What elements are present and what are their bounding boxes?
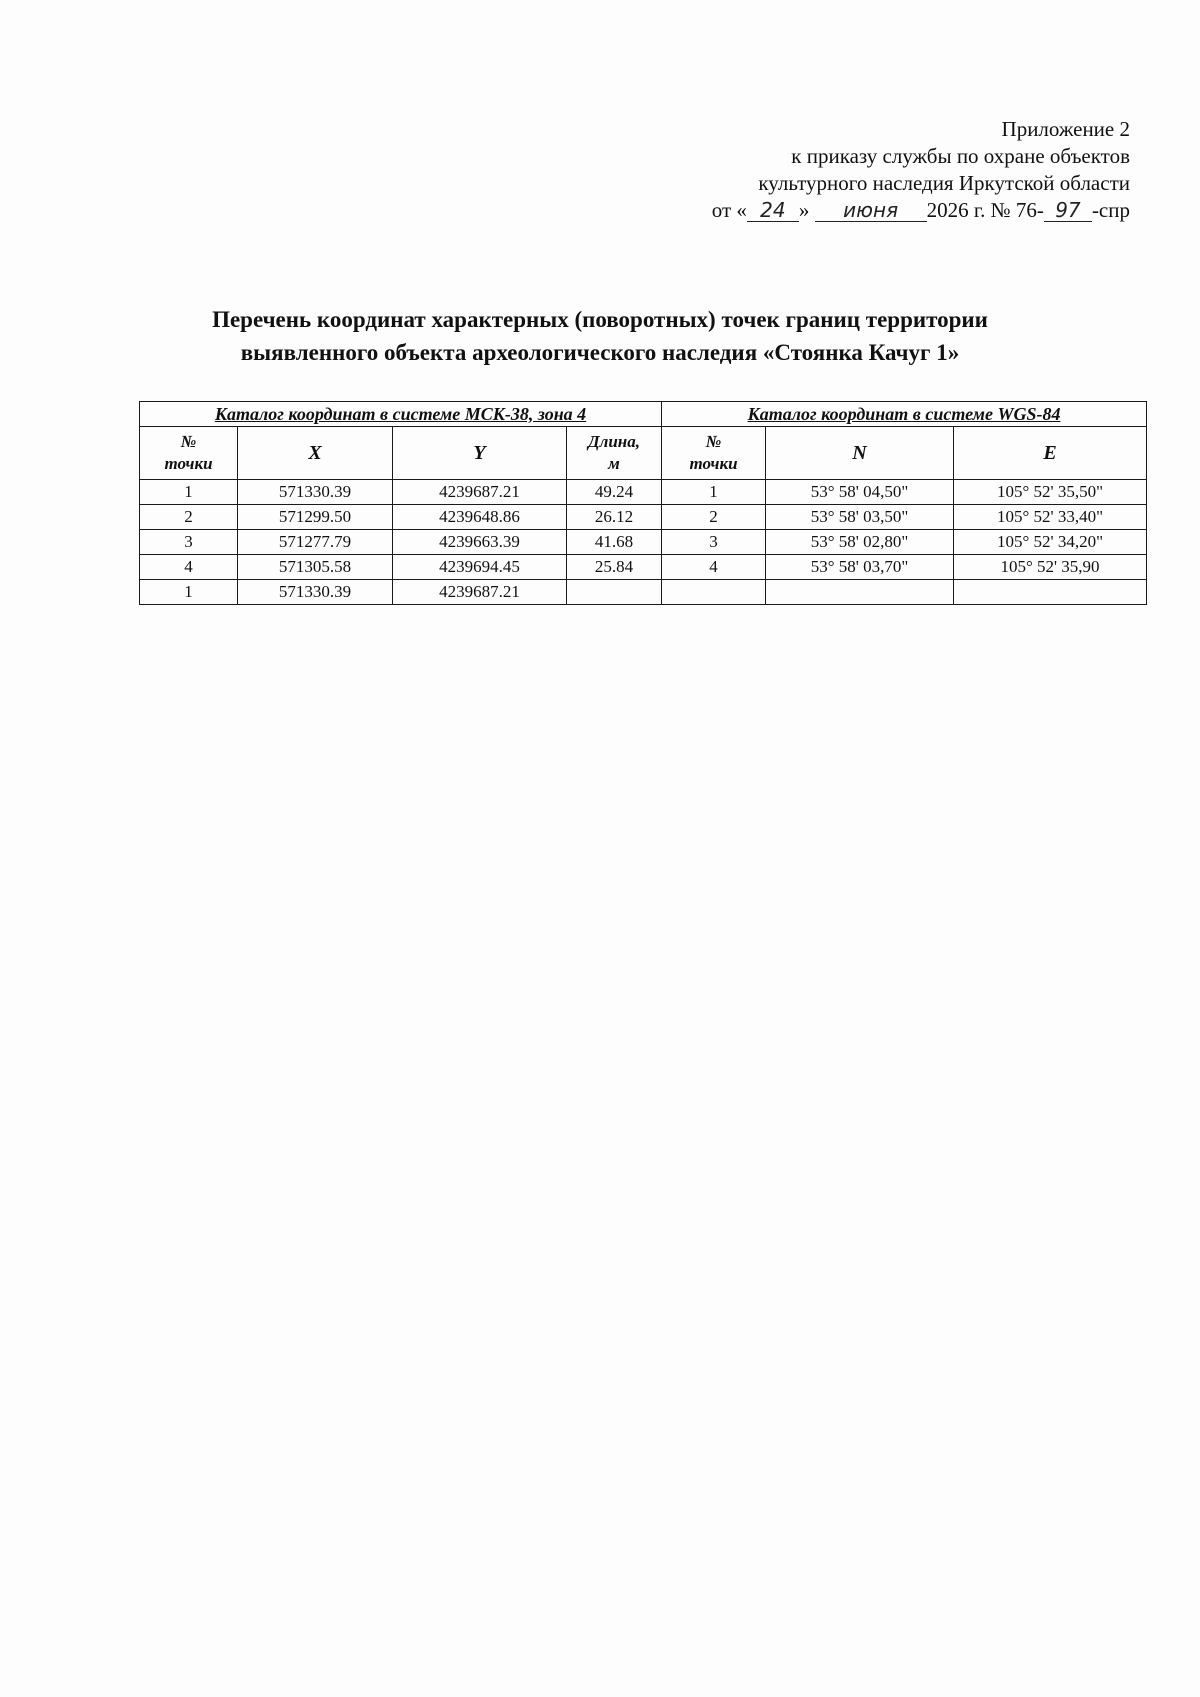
cell-length: 25.84: [567, 555, 662, 580]
table-row: [140, 480, 1147, 505]
cell-y: 4239687.21: [393, 480, 567, 505]
cell-e: 105° 52' 33,40": [954, 505, 1147, 530]
order-suffix: -спр: [1091, 198, 1130, 222]
date-year-number: 2026 г. № 76-: [926, 198, 1044, 222]
cell-n: 53° 58' 03,50": [766, 505, 954, 530]
cell-x: 571277.79: [238, 530, 393, 555]
table-column-header-row: [140, 427, 1147, 480]
cell-y: 4239663.39: [393, 530, 567, 555]
table-row: [140, 580, 1147, 605]
title-line-1: Перечень координат характерных (поворотных) точек границ территории: [212, 307, 988, 332]
cell-e: [954, 580, 1147, 605]
group-header-msk: Каталог координат в системе МСК-38, зона 4: [140, 402, 662, 427]
appendix-title: Приложение 2: [1001, 117, 1130, 141]
cell-point-no: 4: [140, 555, 238, 580]
date-quote-close: »: [798, 198, 810, 222]
appendix-order-line: к приказу службы по охране объектов: [791, 144, 1130, 168]
col-header-point-no-wgs: № точки: [662, 427, 766, 480]
table-row: [140, 530, 1147, 555]
cell-point-no-wgs: 4: [662, 555, 766, 580]
table-row: [140, 555, 1147, 580]
document-title: [140, 303, 1060, 369]
cell-n: [766, 580, 954, 605]
cell-e: 105° 52' 34,20": [954, 530, 1147, 555]
handwritten-day: 24: [747, 199, 799, 222]
appendix-authority-line: культурного наследия Иркутской области: [758, 171, 1130, 195]
cell-point-no-wgs: 2: [662, 505, 766, 530]
handwritten-order-number: 97: [1044, 199, 1092, 222]
cell-n: 53° 58' 04,50": [766, 480, 954, 505]
appendix-header: [570, 116, 1130, 224]
col-header-e: E: [954, 427, 1147, 480]
cell-length: 26.12: [567, 505, 662, 530]
cell-e: 105° 52' 35,50": [954, 480, 1147, 505]
cell-length: 49.24: [567, 480, 662, 505]
cell-x: 571299.50: [238, 505, 393, 530]
cell-point-no-wgs: 3: [662, 530, 766, 555]
cell-point-no-wgs: [662, 580, 766, 605]
cell-e: 105° 52' 35,90: [954, 555, 1147, 580]
cell-x: 571330.39: [238, 580, 393, 605]
cell-point-no: 2: [140, 505, 238, 530]
col-header-length: Длина, м: [567, 427, 662, 480]
cell-y: 4239694.45: [393, 555, 567, 580]
handwritten-month: июня: [815, 199, 927, 222]
cell-y: 4239687.21: [393, 580, 567, 605]
cell-y: 4239648.86: [393, 505, 567, 530]
cell-n: 53° 58' 02,80": [766, 530, 954, 555]
appendix-date-line: [570, 197, 1130, 224]
cell-point-no: 1: [140, 580, 238, 605]
col-header-x: X: [238, 427, 393, 480]
title-line-2: выявленного объекта археологического наследия «Стоянка Качуг 1»: [240, 340, 960, 365]
col-header-n: N: [766, 427, 954, 480]
table-group-header-row: [140, 402, 1147, 427]
cell-length: 41.68: [567, 530, 662, 555]
group-header-wgs: Каталог координат в системе WGS-84: [662, 402, 1147, 427]
col-header-point-no: № точки: [140, 427, 238, 480]
table-row: [140, 505, 1147, 530]
cell-n: 53° 58' 03,70": [766, 555, 954, 580]
date-prefix: от «: [711, 198, 747, 222]
coordinates-table: [139, 401, 1147, 605]
cell-x: 571305.58: [238, 555, 393, 580]
cell-point-no-wgs: 1: [662, 480, 766, 505]
cell-point-no: 1: [140, 480, 238, 505]
cell-point-no: 3: [140, 530, 238, 555]
col-header-y: Y: [393, 427, 567, 480]
cell-length: [567, 580, 662, 605]
cell-x: 571330.39: [238, 480, 393, 505]
